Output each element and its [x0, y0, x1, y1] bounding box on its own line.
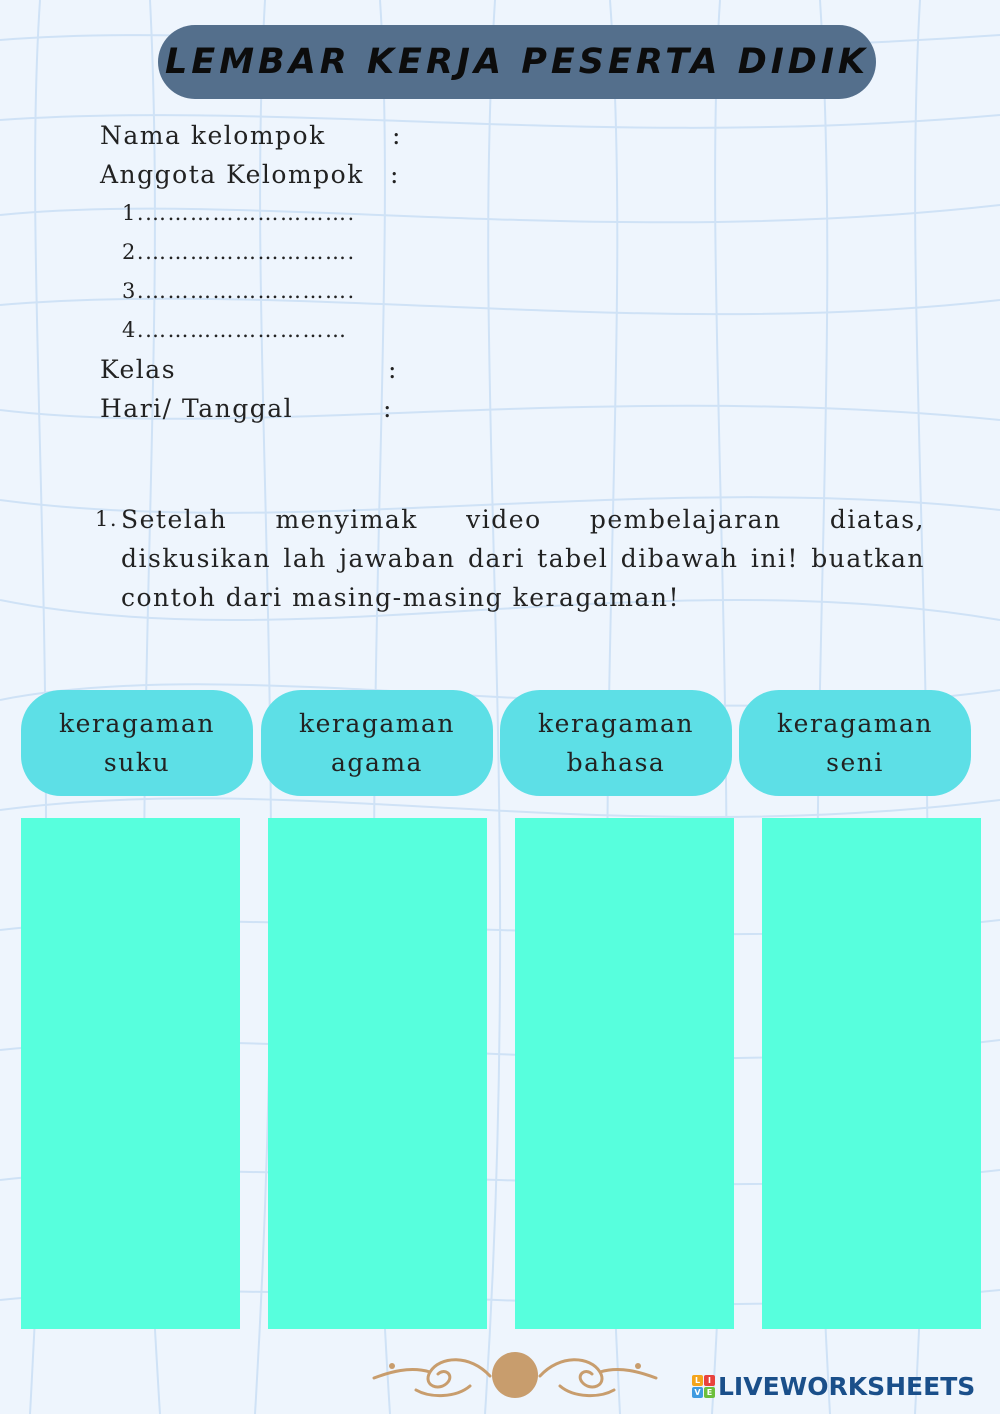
- category-line2: suku: [103, 748, 171, 777]
- answer-box-seni[interactable]: [762, 818, 981, 1329]
- group-name-row: [100, 116, 402, 155]
- answer-box-bahasa[interactable]: [515, 818, 734, 1329]
- class-row: [100, 350, 398, 389]
- date-colon: :: [383, 394, 393, 423]
- title-banner: [158, 25, 876, 99]
- logo-letter: V: [692, 1387, 703, 1398]
- group-name-colon: :: [392, 121, 402, 150]
- logo-letter: E: [704, 1387, 715, 1398]
- members-label: Anggota Kelompok: [100, 160, 364, 189]
- category-header-suku: [21, 690, 253, 796]
- category-line2: agama: [331, 748, 423, 777]
- ornament-icon: [370, 1346, 660, 1404]
- member-line: 2.……………………….: [122, 240, 356, 264]
- instruction-number: 1.: [95, 507, 119, 531]
- member-line: 1.……………………….: [122, 201, 356, 225]
- members-row: [100, 155, 400, 194]
- category-header-seni: [739, 690, 971, 796]
- category-header-bahasa: [500, 690, 732, 796]
- answer-box-suku[interactable]: [21, 818, 240, 1329]
- category-header-agama: [261, 690, 493, 796]
- class-label: Kelas: [100, 355, 177, 384]
- liveworksheets-brand: [692, 1372, 975, 1401]
- category-line2: seni: [826, 748, 884, 777]
- brand-name: LIVEWORKSHEETS: [718, 1372, 976, 1401]
- identity-fields: [100, 116, 402, 428]
- category-line1: keragaman: [538, 709, 694, 738]
- page-title: LEMBAR KERJA PESERTA DIDIK: [165, 42, 869, 82]
- category-line2: bahasa: [566, 748, 666, 777]
- instruction-text: Setelah menyimak video pembelajaran diatas, diskusikan lah jawaban dari tabel dibawah ini! buatkan contoh dari masing-masing keragaman!: [121, 505, 925, 612]
- logo-letter: I: [704, 1375, 715, 1386]
- logo-letter: L: [692, 1375, 703, 1386]
- date-label: Hari/ Tanggal: [100, 394, 294, 423]
- category-line1: keragaman: [777, 709, 933, 738]
- class-colon: :: [388, 355, 398, 384]
- member-line: 3.……………………….: [122, 279, 356, 303]
- date-row: [100, 389, 393, 428]
- members-colon: :: [390, 160, 400, 189]
- answer-box-agama[interactable]: [268, 818, 487, 1329]
- category-line1: keragaman: [299, 709, 455, 738]
- category-line1: keragaman: [59, 709, 215, 738]
- liveworksheets-logo-icon: [692, 1375, 715, 1398]
- instruction-item: [95, 500, 925, 617]
- group-name-label: Nama kelompok: [100, 121, 326, 150]
- member-line: 4.………………………: [122, 318, 348, 342]
